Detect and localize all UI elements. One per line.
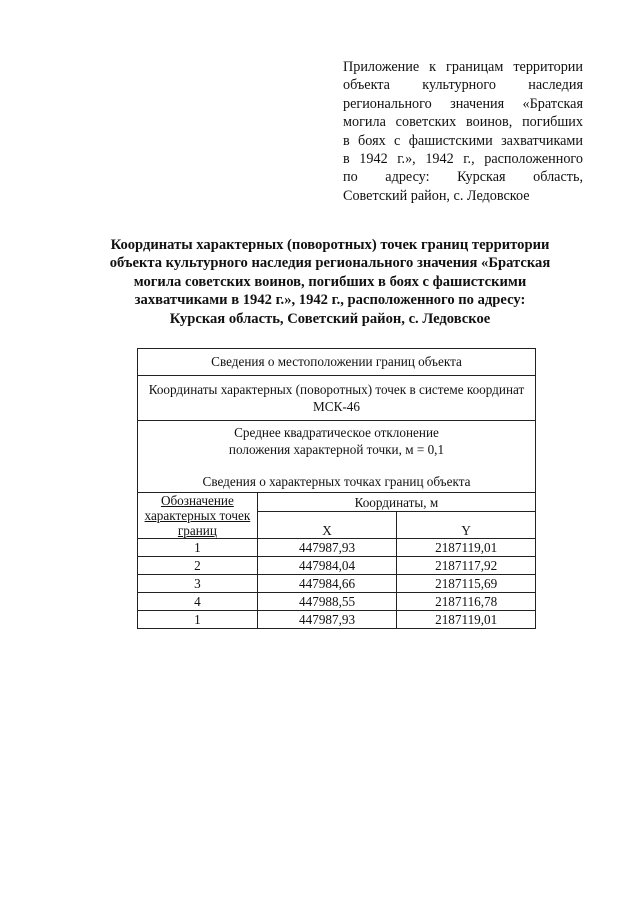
appendix-line: по адресу: Курская область, bbox=[343, 169, 583, 186]
appendix-note bbox=[343, 58, 583, 205]
document-title bbox=[90, 236, 570, 328]
title-line: захватчиками в 1942 г.», 1942 г., расположенного по адресу: bbox=[134, 292, 526, 309]
point-x: 447988,55 bbox=[257, 593, 397, 611]
point-number: 3 bbox=[138, 575, 258, 593]
title-line: Курская область, Советский район, с. Ледовское bbox=[169, 310, 491, 327]
appendix-line: в 1942 г.», 1942 г., расположенного bbox=[343, 151, 583, 168]
y-column-header: Y bbox=[397, 512, 536, 539]
point-y: 2187115,69 bbox=[397, 575, 536, 593]
appendix-line: регионального значения «Братская bbox=[343, 95, 583, 112]
table-row bbox=[138, 611, 536, 629]
point-number: 2 bbox=[138, 557, 258, 575]
title-line: Координаты характерных (поворотных) точек границ территории bbox=[110, 237, 550, 253]
appendix-line: могила советских воинов, погибших bbox=[343, 114, 583, 131]
appendix-line: Советский район, с. Ледовское bbox=[343, 187, 530, 204]
point-y: 2187117,92 bbox=[397, 557, 536, 575]
title-line: могила советских воинов, погибших в боях с фашистскими bbox=[133, 273, 527, 290]
point-x: 447987,93 bbox=[257, 539, 397, 557]
point-x: 447987,93 bbox=[257, 611, 397, 629]
table-row bbox=[138, 575, 536, 593]
designation-column-header bbox=[138, 493, 258, 539]
coordinates-table bbox=[137, 348, 536, 629]
appendix-line: Приложение к границам территории bbox=[343, 59, 583, 75]
point-y: 2187116,78 bbox=[397, 593, 536, 611]
table-row bbox=[138, 593, 536, 611]
point-number: 4 bbox=[138, 593, 258, 611]
point-y: 2187119,01 bbox=[397, 611, 536, 629]
x-column-header: X bbox=[257, 512, 397, 539]
deviation-line: положения характерной точки, м = 0,1 bbox=[228, 441, 445, 457]
appendix-line: в боях с фашистскими захватчиками bbox=[343, 132, 583, 149]
coordinate-system-line: МСК-46 bbox=[313, 399, 360, 414]
point-x: 447984,04 bbox=[257, 557, 397, 575]
location-header: Сведения о местоположении границ объекта bbox=[138, 349, 536, 376]
deviation-line: Среднее квадратическое отклонение bbox=[234, 424, 439, 440]
point-number: 1 bbox=[138, 539, 258, 557]
coordinate-system-line: Координаты характерных (поворотных) точек в системе координат bbox=[148, 382, 525, 397]
title-line: объекта культурного наследия регионального значения «Братская bbox=[109, 255, 551, 272]
points-header: Сведения о характерных точках границ объекта bbox=[202, 473, 471, 489]
coordinates-column-header: Координаты, м bbox=[257, 493, 535, 512]
designation-header-line: Обозначение bbox=[160, 493, 234, 508]
point-number: 1 bbox=[138, 611, 258, 629]
table-row bbox=[138, 539, 536, 557]
point-y: 2187119,01 bbox=[397, 539, 536, 557]
designation-header-line: характерных точек bbox=[144, 508, 251, 523]
designation-header-line: границ bbox=[177, 523, 217, 538]
point-x: 447984,66 bbox=[257, 575, 397, 593]
coordinate-system-header bbox=[138, 376, 536, 421]
deviation-and-points-header bbox=[138, 421, 536, 493]
appendix-line: объекта культурного наследия bbox=[343, 77, 583, 94]
table-row bbox=[138, 557, 536, 575]
spacer bbox=[140, 458, 533, 473]
